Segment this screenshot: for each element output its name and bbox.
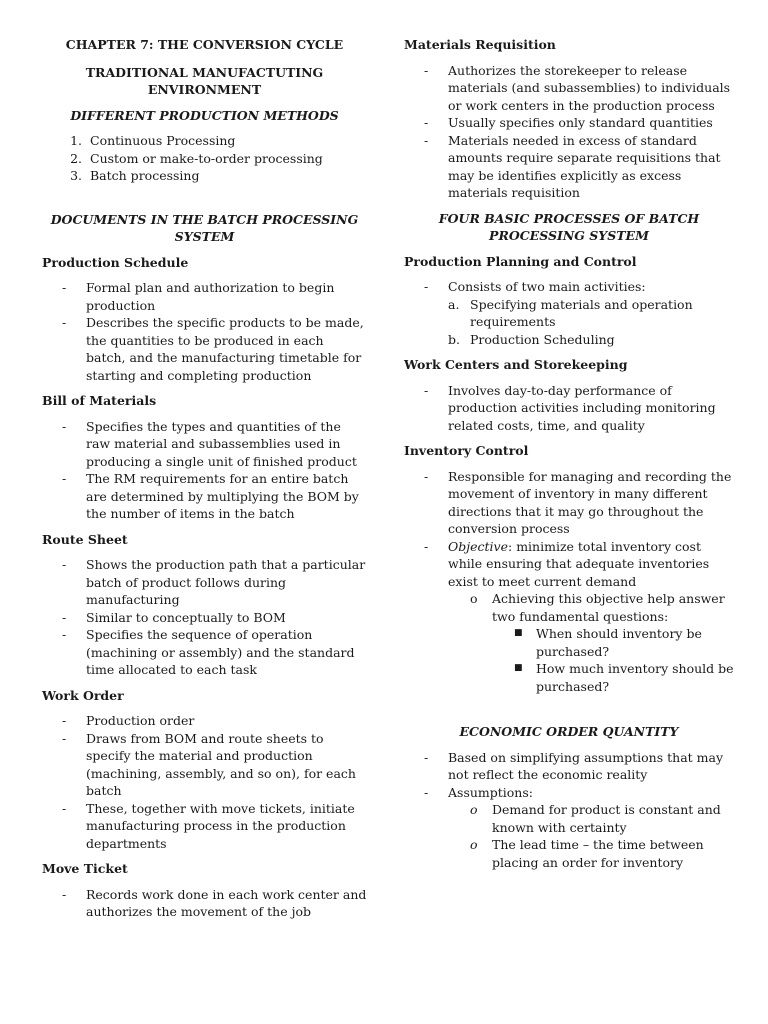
bill-of-materials-list bbox=[42, 418, 367, 523]
production-schedule-list bbox=[42, 279, 367, 384]
list-item bbox=[42, 609, 367, 627]
list-item-text: These, together with move tickets, initiate manufacturing process in the production departments bbox=[86, 800, 355, 851]
letter-mark: a. bbox=[448, 296, 460, 312]
list-item-text: Assumptions: bbox=[448, 784, 533, 800]
four-basic-processes-title: FOUR BASIC PROCESSES OF BATCH PROCESSING SYSTEM bbox=[438, 210, 700, 243]
list-item-text: Responsible for managing and recording the movement of inventory in many different directions that it may go throughout the conversion process bbox=[448, 468, 732, 536]
eoq-list bbox=[404, 749, 734, 872]
assumption-text: Demand for product is constant and known with certainty bbox=[492, 802, 721, 835]
dash-mark: - bbox=[424, 382, 429, 398]
list-item bbox=[42, 314, 367, 384]
dash-mark: - bbox=[62, 800, 67, 816]
production-planning-heading: Production Planning and Control bbox=[404, 253, 637, 269]
inventory-control-heading: Inventory Control bbox=[404, 443, 529, 458]
sub-list-item bbox=[448, 296, 734, 331]
production-methods-title: DIFFERENT PRODUCTION METHODS bbox=[70, 107, 339, 123]
list-item-text: Shows the production path that a particular batch of product follows during manufacturing bbox=[86, 557, 366, 607]
list-item bbox=[404, 468, 734, 538]
materials-requisition-list bbox=[404, 62, 734, 202]
work-centers-heading: Work Centers and Storekeeping bbox=[404, 357, 628, 372]
assumption-item bbox=[470, 836, 734, 871]
list-item bbox=[404, 382, 734, 435]
dash-mark: - bbox=[62, 713, 67, 728]
list-item bbox=[404, 749, 734, 784]
list-item-text: Authorizes the storekeeper to release materials (and subassemblies) to individuals or work centers in the production process bbox=[448, 62, 731, 113]
list-item-text: Specifies the sequence of operation (machining or assembly) and the standard time allocated to each task bbox=[86, 627, 355, 677]
method-item: 2. Custom or make-to-order processing bbox=[86, 150, 367, 168]
question-item bbox=[492, 660, 734, 695]
dash-mark: - bbox=[424, 132, 429, 148]
list-item bbox=[42, 556, 367, 609]
bill-of-materials-heading: Bill of Materials bbox=[42, 393, 157, 408]
list-item-text: Materials needed in excess of standard amounts require separate requisitions that may be identifies explicitly as excess materials requisition bbox=[448, 132, 721, 200]
list-item bbox=[404, 132, 734, 202]
right-column bbox=[404, 36, 734, 879]
list-item bbox=[42, 626, 367, 679]
dash-mark: - bbox=[62, 418, 67, 434]
list-item bbox=[42, 886, 367, 921]
list-item-text: Involves day-to-day performance of production activities including monitoring related costs, time, and quality bbox=[448, 382, 716, 433]
dash-mark: - bbox=[424, 749, 429, 765]
list-item bbox=[404, 784, 734, 872]
move-ticket-list bbox=[42, 886, 367, 921]
eoq-title: ECONOMIC ORDER QUANTITY bbox=[459, 724, 679, 739]
list-item bbox=[404, 278, 734, 348]
list-item-text: Based on simplifying assumptions that may not reflect the economic reality bbox=[448, 749, 724, 782]
route-sheet-list bbox=[42, 556, 367, 679]
dash-mark: - bbox=[424, 538, 429, 554]
documents-title: DOCUMENTS IN THE BATCH PROCESSING SYSTEM bbox=[50, 211, 359, 244]
work-order-heading: Work Order bbox=[42, 687, 124, 703]
list-item-text: Specifies the types and quantities of the raw material and subassemblies used in producing a single unit of finished product bbox=[86, 418, 357, 469]
dash-mark: - bbox=[424, 115, 429, 130]
list-item-text: Usually specifies only standard quantities bbox=[448, 115, 713, 130]
sub-list-item bbox=[470, 590, 734, 695]
list-item bbox=[42, 712, 367, 730]
production-schedule-heading: Production Schedule bbox=[42, 254, 189, 270]
list-item bbox=[404, 62, 734, 115]
assumption-item bbox=[470, 801, 734, 836]
list-item bbox=[404, 114, 734, 132]
list-item-text: The RM requirements for an entire batch are determined by multiplying the BOM by the number of items in the batch bbox=[86, 471, 359, 521]
square-bullet-icon: ■ bbox=[514, 663, 523, 673]
dash-mark: - bbox=[424, 279, 429, 294]
assumption-text: The lead time – the time between placing an order for inventory bbox=[492, 837, 704, 870]
sub-list-item-text: Achieving this objective help answer two fundamental questions: bbox=[492, 591, 725, 624]
materials-requisition-heading: Materials Requisition bbox=[404, 37, 556, 52]
question-text: When should inventory be purchased? bbox=[536, 626, 702, 659]
list-item-text: Consists of two main activities: bbox=[448, 279, 646, 294]
list-item-text: Describes the specific products to be made, the quantities to be produced in each batch, and the manufacturing timetable for starting and completing production bbox=[86, 315, 364, 383]
question-text: How much inventory should be purchased? bbox=[536, 661, 734, 694]
list-item-text: Similar to conceptually to BOM bbox=[86, 609, 286, 625]
dash-mark: - bbox=[62, 627, 67, 642]
circle-bullet: o bbox=[470, 802, 478, 817]
dash-mark: - bbox=[62, 886, 67, 902]
dash-mark: - bbox=[424, 62, 429, 78]
list-item bbox=[42, 418, 367, 471]
production-planning-sublist bbox=[448, 296, 734, 349]
sub-list-item-text: Specifying materials and operation requirements bbox=[470, 296, 693, 329]
assumptions-list bbox=[448, 801, 734, 871]
dash-mark: - bbox=[62, 315, 67, 330]
objective-sublist bbox=[448, 590, 734, 695]
circle-bullet: o bbox=[470, 837, 478, 852]
dash-mark: - bbox=[62, 280, 67, 295]
method-item: 3. Batch processing bbox=[86, 167, 367, 185]
chapter-title: CHAPTER 7: THE CONVERSION CYCLE bbox=[65, 37, 344, 52]
sub-list-item bbox=[448, 331, 734, 349]
work-centers-list bbox=[404, 382, 734, 435]
left-column bbox=[42, 36, 367, 929]
list-item-text: Formal plan and authorization to begin production bbox=[86, 280, 335, 313]
objective-text: : minimize total inventory cost while ensuring that adequate inventories exist to meet current demand bbox=[448, 538, 710, 589]
dash-mark: - bbox=[424, 468, 429, 484]
sub-list-item-text: Production Scheduling bbox=[470, 331, 615, 347]
environment-title: TRADITIONAL MANUFACTUTING ENVIRONMENT bbox=[85, 64, 324, 97]
question-item bbox=[492, 625, 734, 660]
list-item bbox=[42, 800, 367, 853]
dash-mark: - bbox=[62, 557, 67, 572]
route-sheet-heading: Route Sheet bbox=[42, 531, 128, 547]
dash-mark: - bbox=[424, 784, 429, 800]
list-item bbox=[42, 279, 367, 314]
work-order-list bbox=[42, 712, 367, 852]
dash-mark: - bbox=[62, 730, 67, 746]
letter-mark: b. bbox=[448, 331, 460, 347]
list-item bbox=[42, 470, 367, 523]
inventory-control-list bbox=[404, 468, 734, 696]
questions-list bbox=[492, 625, 734, 695]
square-bullet-icon: ■ bbox=[514, 628, 523, 638]
objective-label: Objective bbox=[448, 538, 509, 554]
dash-mark: - bbox=[62, 471, 67, 486]
list-item-text: Draws from BOM and route sheets to specify the material and production (machining, assembly, and so on), for each batch bbox=[86, 730, 356, 798]
list-item bbox=[42, 730, 367, 800]
dash-mark: - bbox=[62, 609, 67, 625]
production-planning-list bbox=[404, 278, 734, 348]
move-ticket-heading: Move Ticket bbox=[42, 861, 128, 876]
list-item-text: Production order bbox=[86, 713, 195, 728]
list-item bbox=[404, 538, 734, 696]
circle-bullet: o bbox=[470, 591, 478, 606]
list-item-text: Records work done in each work center and authorizes the movement of the job bbox=[86, 886, 367, 919]
production-methods-list bbox=[42, 132, 367, 185]
method-item: 1. Continuous Processing bbox=[86, 132, 367, 150]
